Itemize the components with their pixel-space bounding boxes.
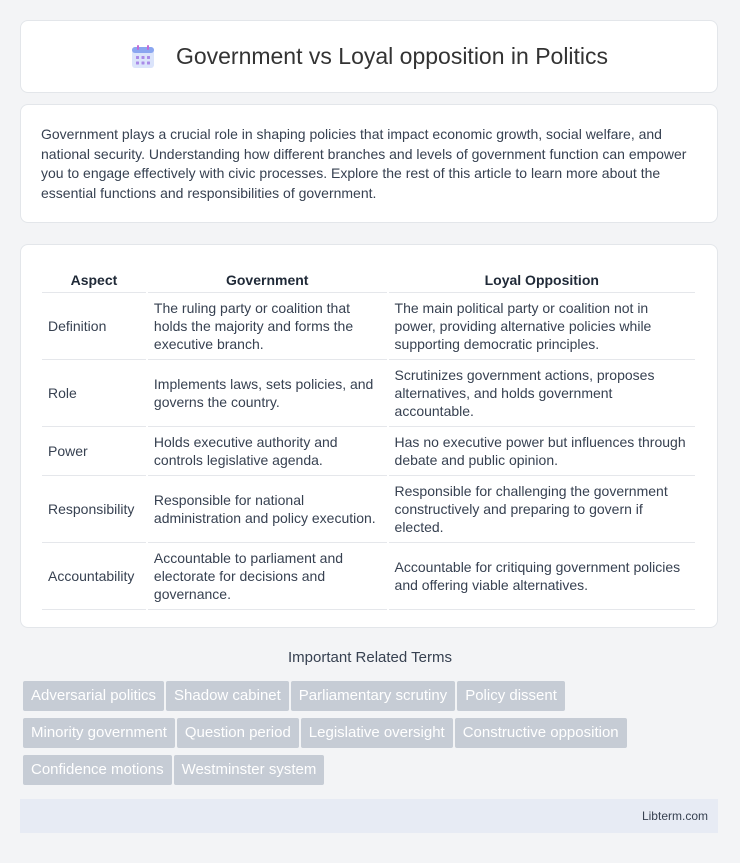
- table-row: [42, 360, 695, 427]
- related-term-tag[interactable]: Adversarial politics: [23, 681, 164, 711]
- header-loyal-opposition: Loyal Opposition: [389, 265, 695, 293]
- cell-government: The ruling party or coalition that holds the majority and forms the executive branch.: [148, 293, 387, 360]
- footer-site-link[interactable]: Libterm.com: [641, 809, 708, 823]
- cell-opposition: Responsible for challenging the government constructively and preparing to govern if elected.: [389, 476, 695, 543]
- comparison-table-card: [20, 244, 718, 628]
- related-terms-heading: Important Related Terms: [288, 649, 452, 666]
- related-term-tag[interactable]: Constructive opposition: [455, 718, 627, 748]
- table-row: [42, 293, 695, 360]
- table-row: [42, 543, 695, 610]
- related-term-tag[interactable]: Legislative oversight: [301, 718, 453, 748]
- related-term-tag[interactable]: Shadow cabinet: [166, 681, 289, 711]
- related-term-tag[interactable]: Confidence motions: [23, 755, 172, 785]
- comparison-table: [40, 265, 697, 610]
- cell-government: Responsible for national administration and policy execution.: [148, 476, 387, 543]
- cell-opposition: The main political party or coalition not in power, providing alternative policies while supporting democratic principles.: [389, 293, 695, 360]
- related-term-tag[interactable]: Westminster system: [174, 755, 325, 785]
- cell-opposition: Scrutinizes government actions, proposes alternatives, and holds government accountable.: [389, 360, 695, 427]
- cell-aspect: Accountability: [42, 543, 146, 610]
- table-header-row: [42, 265, 695, 293]
- cell-aspect: Responsibility: [42, 476, 146, 543]
- title-card: [20, 20, 718, 93]
- cell-government: Implements laws, sets policies, and governs the country.: [148, 360, 387, 427]
- related-term-tag[interactable]: Question period: [177, 718, 299, 748]
- intro-card: [20, 104, 718, 223]
- cell-aspect: Role: [42, 360, 146, 427]
- cell-government: Holds executive authority and controls legislative agenda.: [148, 427, 387, 476]
- calendar-grid-icon: [130, 44, 156, 70]
- cell-opposition: Has no executive power but influences through debate and public opinion.: [389, 427, 695, 476]
- table-row: [42, 427, 695, 476]
- header-government: Government: [148, 265, 387, 293]
- footer: [20, 799, 718, 833]
- header-aspect: Aspect: [42, 265, 146, 293]
- related-term-tag[interactable]: Parliamentary scrutiny: [291, 681, 455, 711]
- related-term-tag[interactable]: Policy dissent: [457, 681, 565, 711]
- page-title: Government vs Loyal opposition in Politics: [175, 43, 609, 69]
- table-row: [42, 476, 695, 543]
- related-terms-list: [23, 681, 723, 792]
- related-term-tag[interactable]: Minority government: [23, 718, 175, 748]
- cell-opposition: Accountable for critiquing government policies and offering viable alternatives.: [389, 543, 695, 610]
- cell-government: Accountable to parliament and electorate for decisions and governance.: [148, 543, 387, 610]
- cell-aspect: Power: [42, 427, 146, 476]
- intro-text: Government plays a crucial role in shaping policies that impact economic growth, social welfare, and national security. Understanding how different branches and levels of government function can empower you to engage effectively with civic processes. Explore the rest of this article to learn more about the essential functions and responsibilities of government.: [41, 126, 687, 201]
- cell-aspect: Definition: [42, 293, 146, 360]
